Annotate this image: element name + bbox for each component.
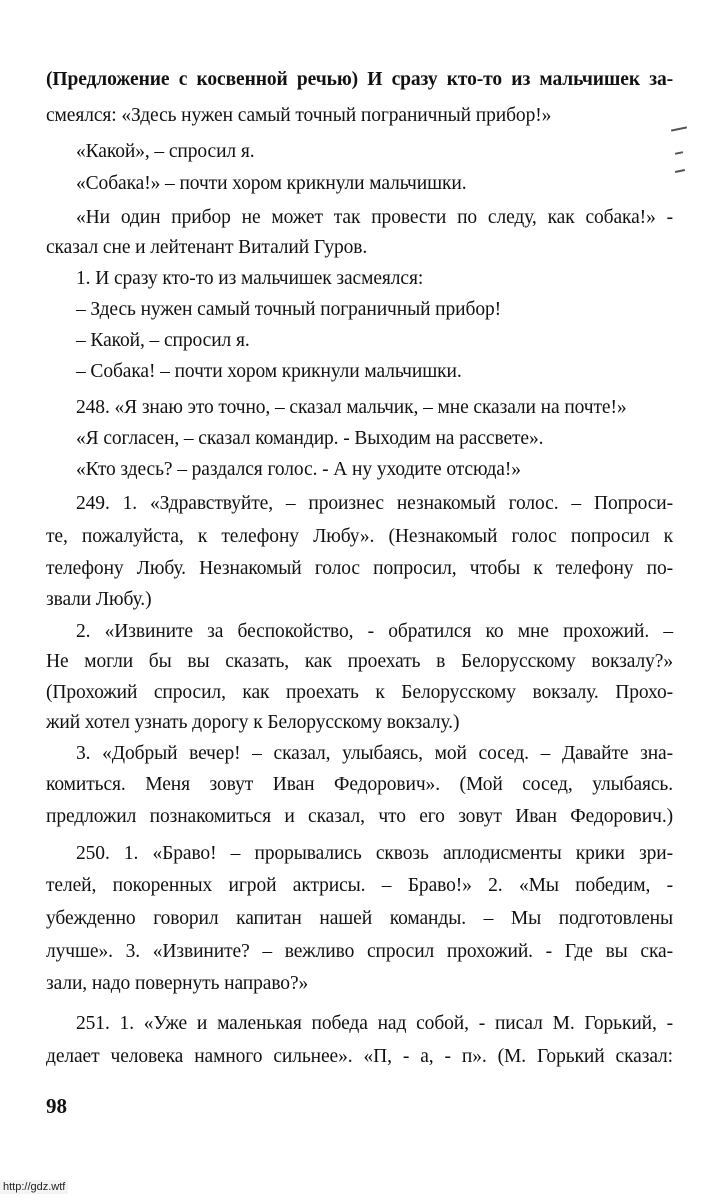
page-number: 98 [46, 1094, 67, 1118]
text-line: зали, надо повернуть направо?» [46, 973, 309, 994]
text-line: делает человека намного сильнее». «П, - а, - п». (М. Горький сказал: [46, 1046, 673, 1067]
text-line: звали Любу.) [46, 589, 152, 610]
text-line: «Ни один прибор не может так провести по следу, как собака!» - [76, 207, 673, 228]
text-line: смеялся: «Здесь нужен самый точный пограничный прибор!» [46, 105, 552, 126]
text-line: предложил познакомиться и сказал, что его зовут Иван Федорович.) [46, 806, 673, 827]
text-line: 2. «Извините за беспокойство, - обратился ко мне прохожий. – [76, 621, 673, 642]
scan-mark [671, 126, 687, 131]
text-line: комиться. Меня зовут Иван Федорович». (Мой сосед, улыбаясь. [46, 774, 673, 795]
text-line: Не могли бы вы сказать, как проехать в Белорусскому вокзалу?» [46, 651, 673, 672]
text-line: – Какой, – спросил я. [76, 330, 250, 351]
text-line: 1. И сразу кто-то из мальчишек засмеялся: [76, 268, 424, 289]
text-line: те, пожалуйста, к телефону Любу». (Незнакомый голос попросил к [46, 526, 673, 547]
text-line: убежденно говорил капитан нашей команды. – Мы подготовлены [46, 908, 673, 929]
text-line: – Собака! – почти хором крикнули мальчишки. [76, 361, 462, 382]
text-line: 248. «Я знаю это точно, – сказал мальчик, – мне сказали на почте!» [76, 397, 627, 418]
text-line: жий хотел узнать дорогу к Белорусскому вокзалу.) [46, 712, 460, 733]
text-line: 249. 1. «Здравствуйте, – произнес незнакомый голос. – Попроси- [76, 493, 673, 514]
text-line: лучше». 3. «Извините? – вежливо спросил прохожий. - Где вы ска- [46, 941, 673, 962]
text-line: 251. 1. «Уже и маленькая победа над собой, - писал М. Горький, - [76, 1013, 673, 1034]
text-line: «Кто здесь? – раздался голос. - А ну уходите отсюда!» [76, 459, 521, 480]
text-line: телефону Любу. Незнакомый голос попросил, чтобы к телефону по- [46, 558, 673, 579]
text-line: сказал сне и лейтенант Виталий Гуров. [46, 237, 368, 258]
text-line: (Прохожий спросил, как проехать к Белорусскому вокзалу. Прохо- [46, 682, 673, 703]
text-line: – Здесь нужен самый точный пограничный прибор! [76, 299, 502, 320]
text-line: «Собака!» – почти хором крикнули мальчишки. [76, 173, 467, 194]
text-line: «Я согласен, – сказал командир. - Выходим на рассвете». [76, 428, 544, 449]
text-line: 3. «Добрый вечер! – сказал, улыбаясь, мой сосед. – Давайте зна- [76, 743, 673, 764]
text-line: «Какой», – спросил я. [76, 141, 255, 162]
scan-mark [675, 169, 685, 173]
text-line: 250. 1. «Браво! – прорывались сквозь аплодисменты крики зри- [76, 843, 673, 864]
source-watermark[interactable]: http://gdz.wtf [0, 1180, 68, 1194]
text-line: (Предложение с косвенной речью) И сразу кто-то из мальчишек за- [46, 69, 673, 90]
text-line: телей, покоренных игрой актрисы. – Браво!» 2. «Мы победим, - [46, 875, 673, 896]
scan-mark [675, 151, 683, 155]
